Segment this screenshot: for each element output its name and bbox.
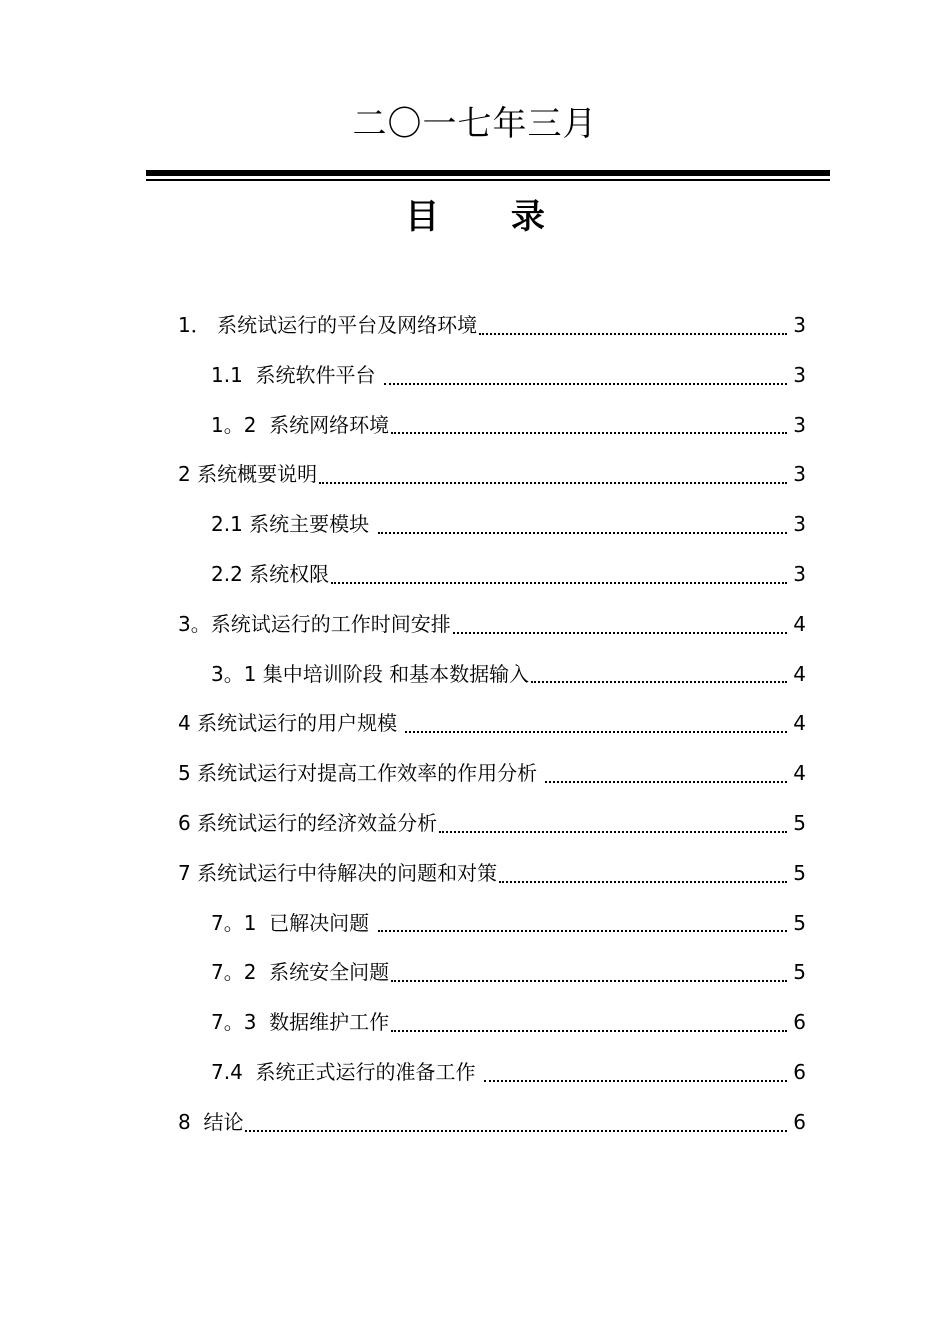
toc-entry[interactable] xyxy=(178,301,806,351)
toc-entry-page: 3 xyxy=(793,362,806,387)
toc-entry-page: 6 xyxy=(793,1010,806,1035)
dot-leader xyxy=(391,980,787,982)
toc-entry-page: 3 xyxy=(793,412,806,437)
toc-entry-label: 7.4 系统正式运行的准备工作 xyxy=(211,1059,482,1084)
dot-leader xyxy=(378,930,788,932)
toc-entry[interactable] xyxy=(178,1098,806,1148)
toc-entry-label: 3。系统试运行的工作时间安排 xyxy=(178,611,451,636)
dot-leader xyxy=(453,632,788,634)
toc-entry-label: 5 系统试运行对提高工作效率的作用分析 xyxy=(178,761,544,786)
toc-entry-page: 3 xyxy=(793,561,806,586)
toc-entry[interactable] xyxy=(178,799,806,849)
toc-entry[interactable] xyxy=(178,450,806,500)
toc-entry-label: 2 系统概要说明 xyxy=(178,462,318,487)
toc-entry-page: 5 xyxy=(793,810,806,835)
dot-leader xyxy=(479,333,787,335)
toc-entry-label: 3。1 集中培训阶段 和基本数据输入 xyxy=(211,661,530,686)
toc-entry-page: 3 xyxy=(793,512,806,537)
document-date: 二〇一七年三月 xyxy=(352,104,598,144)
dot-leader xyxy=(331,582,787,584)
toc-entry-label: 1.1 系统软件平台 xyxy=(211,362,382,387)
toc-entry[interactable] xyxy=(178,1048,806,1098)
toc-entry-label: 4 系统试运行的用户规模 xyxy=(178,711,404,736)
header-divider xyxy=(146,170,830,182)
dot-leader xyxy=(499,881,787,883)
toc-entry-page: 4 xyxy=(793,611,806,636)
toc-entry-page: 5 xyxy=(793,860,806,885)
toc-entry[interactable] xyxy=(178,849,806,899)
dot-leader xyxy=(439,831,787,833)
dot-leader xyxy=(319,482,787,484)
toc-entry-page: 3 xyxy=(793,313,806,337)
toc-entry[interactable] xyxy=(178,351,806,401)
toc-entry-page: 4 xyxy=(793,661,806,686)
toc-entry-page: 5 xyxy=(793,910,806,935)
toc-entry-page: 3 xyxy=(793,462,806,487)
divider-thick-line xyxy=(146,170,830,176)
toc-entry[interactable] xyxy=(178,600,806,650)
toc-entry[interactable] xyxy=(178,401,806,451)
dot-leader xyxy=(405,731,787,733)
toc-entry-label: 1． 系统试运行的平台及网络环境 xyxy=(178,313,478,337)
toc-entry[interactable] xyxy=(178,500,806,550)
dot-leader xyxy=(245,1130,787,1132)
toc-entry-page: 6 xyxy=(793,1059,806,1084)
toc-entry-label: 7。1 已解决问题 xyxy=(211,910,376,935)
dot-leader xyxy=(484,1080,787,1082)
toc-entry-label: 1。2 系统网络环境 xyxy=(211,412,390,437)
toc-entry[interactable] xyxy=(178,899,806,949)
toc-entry[interactable] xyxy=(178,749,806,799)
toc-entry[interactable] xyxy=(178,650,806,700)
toc-entry[interactable] xyxy=(178,699,806,749)
toc-entry-label: 2.1 系统主要模块 xyxy=(211,512,376,537)
toc-entry-label: 7 系统试运行中待解决的问题和对策 xyxy=(178,860,498,885)
table-of-contents xyxy=(178,301,806,1148)
toc-entry-page: 5 xyxy=(793,960,806,985)
dot-leader xyxy=(391,432,787,434)
toc-entry[interactable] xyxy=(178,998,806,1048)
toc-entry[interactable] xyxy=(178,550,806,600)
dot-leader xyxy=(378,532,788,534)
toc-entry-label: 8 结论 xyxy=(178,1109,244,1134)
divider-thin-line xyxy=(146,179,830,181)
toc-entry-label: 7。2 系统安全问题 xyxy=(211,960,390,985)
toc-entry[interactable] xyxy=(178,948,806,998)
dot-leader xyxy=(391,1030,787,1032)
toc-entry-page: 4 xyxy=(793,761,806,786)
dot-leader xyxy=(531,681,787,683)
toc-entry-page: 4 xyxy=(793,711,806,736)
toc-title: 目 录 xyxy=(405,197,575,237)
toc-entry-label: 6 系统试运行的经济效益分析 xyxy=(178,810,438,835)
toc-entry-label: 2.2 系统权限 xyxy=(211,561,330,586)
toc-entry-page: 6 xyxy=(793,1109,806,1134)
toc-entry-label: 7。3 数据维护工作 xyxy=(211,1010,390,1035)
dot-leader xyxy=(545,781,787,783)
dot-leader xyxy=(384,383,787,385)
